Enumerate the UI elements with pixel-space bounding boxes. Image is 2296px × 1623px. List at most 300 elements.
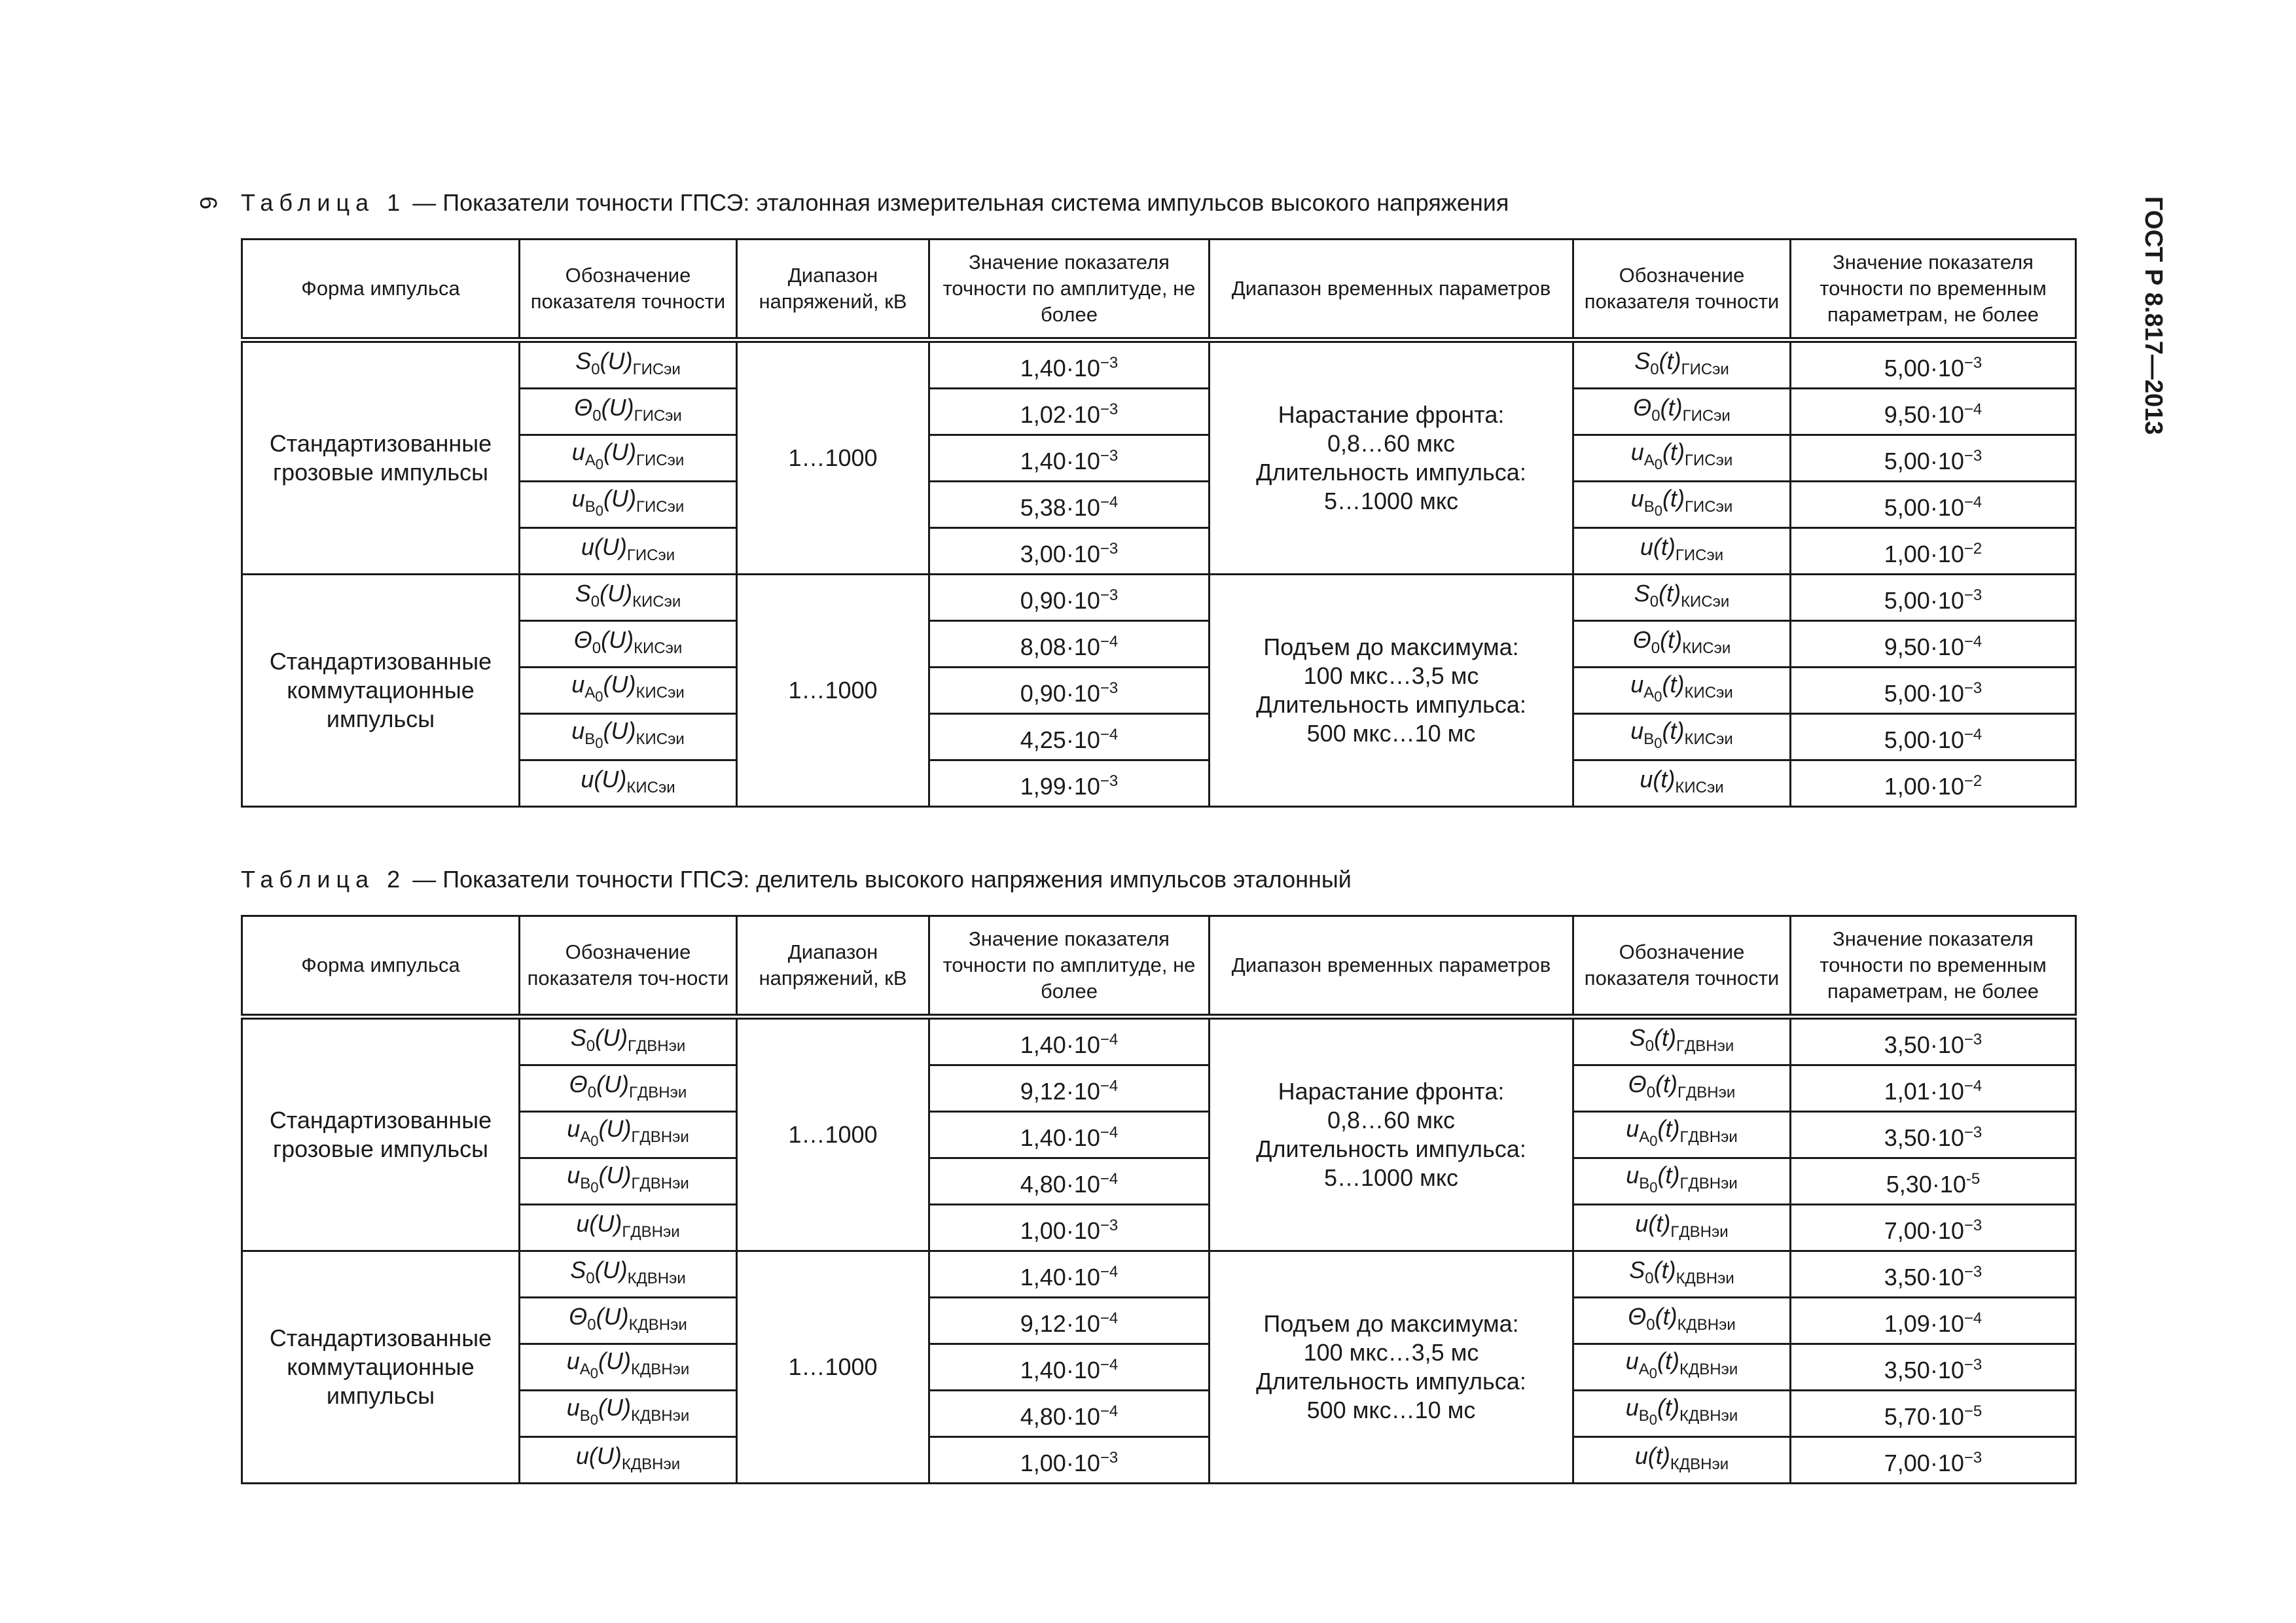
power-base: 10: [1073, 586, 1100, 614]
symbol-main: Θ: [1628, 1071, 1647, 1097]
times-dot: ·: [1066, 1356, 1074, 1383]
power-base: 10: [1937, 354, 1964, 382]
amp-value-cell: [929, 1437, 1210, 1484]
symbol-main: u: [567, 1115, 581, 1142]
symbol-sub: ДВНэи: [637, 1316, 687, 1334]
symbol: [1630, 717, 1733, 751]
symbol-main: Θ: [1632, 626, 1651, 653]
table-row: [242, 1251, 2076, 1298]
value-mantissa: 7,00: [1884, 1217, 1930, 1244]
power-base: 10: [1073, 1124, 1100, 1151]
amp-value-cell: [929, 575, 1210, 621]
time-symbol-cell: [1573, 1158, 1791, 1205]
voltage-range-cell: 1…1000: [737, 1017, 929, 1251]
table-row: [242, 575, 2076, 621]
symbol-sub: ИСэи: [1693, 730, 1733, 748]
table-1-caption: [241, 188, 1509, 217]
amp-value-cell: [929, 1112, 1210, 1158]
value: [1884, 1264, 1982, 1291]
symbol-arg: (U): [598, 1115, 632, 1142]
value-mantissa: 1,40: [1020, 1031, 1066, 1058]
symbol-sub: ИСэи: [1693, 498, 1733, 516]
amp-symbol-cell: [520, 1205, 737, 1251]
symbol-sub-zero: 0: [595, 503, 604, 519]
symbol-main: u: [1634, 1442, 1648, 1469]
power-base: 10: [1937, 447, 1964, 474]
symbol: [571, 485, 685, 519]
time-symbol-cell: [1573, 621, 1791, 668]
symbol-sub-letter: B0: [1643, 730, 1662, 751]
times-dot: ·: [1929, 1356, 1938, 1383]
symbol: [569, 1071, 687, 1101]
table-row: [242, 340, 2076, 389]
times-dot: ·: [1066, 1124, 1074, 1151]
symbol-sup: К: [1679, 1361, 1689, 1378]
symbol-arg: (t): [1657, 1115, 1680, 1142]
time-symbol-cell: [1573, 1065, 1791, 1112]
symbol: [574, 394, 682, 425]
symbol-arg: (U): [595, 1024, 628, 1051]
value-mantissa: 3,50: [1884, 1263, 1930, 1291]
symbol-main: Θ: [569, 1303, 588, 1330]
times-dot: ·: [1929, 726, 1938, 753]
value: [1020, 633, 1119, 660]
amp-symbol-cell: [520, 1017, 737, 1065]
voltage-range-cell: 1…1000: [737, 575, 929, 807]
symbol: [573, 626, 683, 657]
symbol-arg: (U): [601, 626, 634, 653]
symbol-main: u: [576, 1210, 590, 1237]
power-base: 10: [1073, 772, 1100, 800]
table-2: [241, 915, 2077, 1484]
power-base: 10: [1073, 1356, 1100, 1383]
value: [1020, 773, 1119, 800]
symbol-main: u: [581, 533, 594, 560]
symbol-sub-zero: 0: [586, 1270, 595, 1287]
symbol: [571, 438, 685, 473]
value-exponent: −4: [1100, 1262, 1119, 1281]
symbol: [1628, 1303, 1736, 1334]
power-base: 10: [1939, 1170, 1966, 1198]
table-2-caption: [241, 865, 1352, 894]
value: [1020, 587, 1119, 614]
symbol-sub-zero: 0: [1649, 1365, 1658, 1382]
symbol-main: S: [1634, 348, 1651, 374]
time-range-cell: [1210, 340, 1573, 575]
value-mantissa: 5,30: [1886, 1170, 1932, 1198]
times-dot: ·: [1066, 586, 1074, 614]
header-cell: Значение показателя точности по временным параметрам, не более: [1791, 240, 2076, 340]
value-mantissa: 5,00: [1884, 447, 1930, 474]
symbol-main: u: [571, 485, 585, 512]
symbol-sub: ИСэи: [641, 593, 681, 611]
symbol-sub-letter: A0: [1643, 452, 1663, 473]
times-dot: ·: [1929, 1124, 1938, 1151]
page-number: 6: [195, 196, 222, 210]
times-dot: ·: [1066, 726, 1074, 753]
symbol-sub: ДВНэи: [637, 1084, 687, 1101]
symbol-arg: (t): [1654, 1024, 1677, 1051]
symbol-arg: (U): [594, 766, 627, 793]
value-mantissa: 3,50: [1884, 1031, 1930, 1058]
times-dot: ·: [1066, 447, 1074, 474]
symbol-sup: К: [1681, 593, 1691, 611]
power-base: 10: [1937, 1356, 1964, 1383]
value-mantissa: 9,50: [1884, 401, 1930, 428]
symbol-sub-zero: 0: [592, 639, 601, 657]
symbol: [1630, 438, 1733, 473]
symbol-main: S: [1629, 1257, 1645, 1283]
power-base: 10: [1073, 1449, 1100, 1476]
value-mantissa: 5,00: [1884, 586, 1930, 614]
value-exponent: −3: [1100, 1216, 1119, 1234]
symbol-sub-zero: 0: [595, 456, 604, 473]
symbol-arg: (t): [1660, 394, 1683, 421]
amp-symbol-cell: [520, 528, 737, 575]
power-base: 10: [1937, 726, 1964, 753]
value: [1884, 680, 1982, 707]
value: [1884, 541, 1982, 567]
symbol-sub: ДВНэи: [630, 1223, 680, 1241]
power-base: 10: [1937, 586, 1964, 614]
value-exponent: −3: [1964, 353, 1982, 372]
symbol-main: u: [1630, 671, 1644, 698]
symbol: [581, 766, 675, 796]
times-dot: ·: [1929, 447, 1938, 474]
value-exponent: −3: [1100, 679, 1119, 697]
power-base: 10: [1937, 493, 1964, 521]
symbol-arg: (t): [1659, 348, 1681, 374]
times-dot: ·: [1929, 1217, 1938, 1244]
symbol-sub: ДВНэи: [636, 1270, 686, 1287]
value: [1020, 401, 1119, 428]
symbol-sup: К: [621, 1455, 631, 1473]
power-base: 10: [1073, 1217, 1100, 1244]
symbol-sub: ДВНэи: [1679, 1455, 1729, 1473]
time-range-line: Длительность импульса:: [1256, 691, 1526, 718]
symbol-arg: (t): [1662, 438, 1685, 465]
symbol: [571, 671, 685, 705]
value-exponent: −3: [1100, 400, 1119, 418]
value: [1020, 1171, 1119, 1198]
time-range-line: Подъем до максимума:: [1263, 633, 1519, 660]
value-exponent: −3: [1964, 679, 1982, 697]
symbol-arg: (t): [1653, 1257, 1676, 1283]
symbol: [1630, 671, 1733, 705]
symbol-sup: К: [627, 1270, 637, 1287]
symbol: [1628, 1071, 1736, 1101]
symbol-sup: Г: [1685, 498, 1694, 516]
symbol-arg: (t): [1659, 580, 1681, 607]
symbol-sup: К: [1676, 1270, 1685, 1287]
symbol-sup: Г: [622, 1223, 631, 1241]
value: [1020, 1264, 1119, 1291]
symbol: [1629, 1024, 1734, 1055]
value: [1020, 1124, 1119, 1151]
document-code-text: ГОСТ Р 8.817—2013: [2140, 196, 2167, 435]
symbol: [1629, 1257, 1734, 1287]
value-mantissa: 5,00: [1884, 354, 1930, 382]
value-exponent: −4: [1964, 632, 1982, 651]
power-base: 10: [1073, 1170, 1100, 1198]
symbol-sup: К: [631, 1407, 640, 1425]
time-value-cell: [1791, 1344, 2076, 1391]
value-exponent: −4: [1964, 493, 1982, 511]
time-value-cell: [1791, 714, 2076, 760]
time-range-line: Длительность импульса:: [1256, 1135, 1526, 1162]
time-symbol-cell: [1573, 1298, 1791, 1344]
power-base: 10: [1937, 401, 1964, 428]
value-mantissa: 1,02: [1020, 401, 1066, 428]
time-value-cell: [1791, 1251, 2076, 1298]
symbol-sup: Г: [1676, 1037, 1685, 1055]
symbol-sub-letter: B0: [1643, 498, 1663, 519]
symbol-arg: (t): [1657, 1162, 1680, 1188]
symbol-sub-zero: 0: [1654, 456, 1663, 473]
symbol-sub-letter: A0: [584, 452, 604, 473]
symbol-sub-letter: A0: [1639, 1128, 1658, 1149]
value: [1020, 494, 1119, 521]
symbol-sub: ДВНэи: [1689, 1407, 1738, 1425]
amp-symbol-cell: [520, 340, 737, 389]
symbol-sup: К: [1679, 1407, 1689, 1425]
time-range-cell: [1210, 1251, 1573, 1484]
times-dot: ·: [1066, 633, 1074, 660]
value-mantissa: 9,12: [1020, 1310, 1066, 1337]
symbol-arg: (U): [601, 394, 634, 421]
header-cell: Диапазон напряжений, кВ: [737, 240, 929, 340]
value-exponent: −4: [1964, 400, 1982, 418]
value-exponent: −3: [1964, 1355, 1982, 1374]
value-exponent: −3: [1100, 772, 1119, 790]
value-exponent: −3: [1100, 1448, 1119, 1467]
value-exponent: −4: [1100, 1123, 1119, 1141]
symbol: [567, 1115, 689, 1149]
amp-value-cell: [929, 1391, 1210, 1437]
time-range-line: 500 мкс…10 мс: [1306, 1397, 1476, 1423]
symbol-sub: ИСэи: [645, 684, 685, 702]
symbol-arg: (U): [603, 671, 636, 698]
time-value-cell: [1791, 435, 2076, 482]
power-base: 10: [1073, 540, 1100, 567]
value-exponent: −4: [1100, 1169, 1119, 1188]
symbol-arg: (t): [1662, 671, 1685, 698]
times-dot: ·: [1066, 493, 1074, 521]
header-row: [242, 240, 2076, 340]
amp-symbol-cell: [520, 435, 737, 482]
value-mantissa: 1,40: [1020, 447, 1066, 474]
amp-value-cell: [929, 435, 1210, 482]
amp-symbol-cell: [520, 389, 737, 435]
power-base: 10: [1073, 1402, 1100, 1430]
symbol-sup: Г: [1675, 546, 1684, 564]
value-exponent: −3: [1100, 539, 1119, 558]
symbol-sub: ИСэи: [643, 639, 683, 657]
value: [1020, 726, 1119, 753]
symbol-sub-zero: 0: [592, 407, 601, 425]
value-mantissa: 4,80: [1020, 1402, 1066, 1430]
times-dot: ·: [1066, 1449, 1074, 1476]
symbol-arg: (U): [596, 1071, 630, 1097]
symbol-arg: (U): [603, 485, 637, 512]
symbol-arg: (U): [603, 717, 636, 744]
value-mantissa: 5,38: [1020, 493, 1066, 521]
table-2-caption-prefix: Таблица 2: [241, 866, 406, 893]
time-value-cell: [1791, 760, 2076, 807]
voltage-range-cell: 1…1000: [737, 1251, 929, 1484]
power-base: 10: [1073, 633, 1100, 660]
value: [1020, 1031, 1119, 1058]
symbol-sub-zero: 0: [1651, 639, 1660, 657]
time-range-line: 0,8…60 мкс: [1327, 430, 1455, 457]
time-range-line: Длительность импульса:: [1256, 459, 1526, 486]
amp-symbol-cell: [520, 1112, 737, 1158]
symbol-sup: Г: [631, 1175, 640, 1192]
time-symbol-cell: [1573, 575, 1791, 621]
symbol-sub-letter: B0: [579, 1407, 599, 1428]
value: [1884, 1310, 1982, 1337]
symbol-sup: Г: [1682, 407, 1691, 425]
symbol-main: u: [1635, 1210, 1649, 1237]
symbol-sup: Г: [1681, 361, 1690, 378]
pulse-form-cell: Стандартизованные грозовые импульсы: [242, 1017, 520, 1251]
header-cell: Обозначение показателя точ-ности: [520, 916, 737, 1017]
symbol-sub-letter: A0: [579, 1361, 599, 1382]
symbol-sup: Г: [1677, 1084, 1687, 1101]
times-dot: ·: [1066, 1170, 1074, 1198]
symbol-main: S: [570, 1024, 586, 1051]
value-exponent: −3: [1964, 1030, 1982, 1048]
voltage-range-cell: 1…1000: [737, 340, 929, 575]
value-exponent: −4: [1100, 493, 1119, 511]
value: [1884, 1078, 1982, 1105]
value: [1884, 1403, 1982, 1430]
amp-symbol-cell: [520, 1437, 737, 1484]
symbol-arg: (U): [589, 1210, 622, 1237]
table-1-caption-text: — Показатели точности ГПСЭ: эталонная измерительная система импульсов высокого напряжения: [406, 189, 1509, 216]
symbol-main: Θ: [573, 626, 592, 653]
time-value-cell: [1791, 1205, 2076, 1251]
symbol-sub-zero: 0: [590, 593, 600, 611]
value-mantissa: 3,50: [1884, 1124, 1930, 1151]
symbol-sub: ДВНэи: [1685, 1270, 1734, 1287]
value-exponent: −4: [1100, 725, 1119, 743]
symbol-arg: (t): [1653, 533, 1676, 560]
document-code: [2139, 196, 2168, 435]
symbol: [575, 348, 681, 378]
symbol-sub-zero: 0: [1654, 735, 1662, 751]
value-mantissa: 1,00: [1884, 540, 1930, 567]
time-symbol-cell: [1573, 1391, 1791, 1437]
power-base: 10: [1073, 493, 1100, 521]
symbol: [1625, 1394, 1738, 1428]
value-mantissa: 5,00: [1884, 726, 1930, 753]
symbol-sub: ДВНэи: [636, 1037, 686, 1055]
power-base: 10: [1073, 354, 1100, 382]
symbol-arg: (t): [1655, 1303, 1677, 1330]
amp-symbol-cell: [520, 1158, 737, 1205]
symbol-sub: ИСэи: [1693, 684, 1733, 702]
symbol-sub-zero: 0: [1645, 1037, 1655, 1055]
symbol: [1625, 1347, 1738, 1382]
time-symbol-cell: [1573, 389, 1791, 435]
value: [1020, 1310, 1119, 1337]
symbol-arg: (t): [1647, 1442, 1670, 1469]
time-value-cell: [1791, 621, 2076, 668]
symbol-sup: К: [634, 639, 643, 657]
symbol-sub: ДВНэи: [1686, 1084, 1736, 1101]
amp-value-cell: [929, 1344, 1210, 1391]
symbol-sub-zero: 0: [1649, 593, 1659, 611]
amp-symbol-cell: [520, 1251, 737, 1298]
power-base: 10: [1937, 540, 1964, 567]
symbol-arg: (U): [600, 580, 633, 607]
time-value-cell: [1791, 389, 2076, 435]
time-value-cell: [1791, 1112, 2076, 1158]
symbol-sub-zero: 0: [591, 361, 600, 378]
time-symbol-cell: [1573, 1251, 1791, 1298]
times-dot: ·: [1066, 1217, 1074, 1244]
header-cell: Диапазон временных параметров: [1210, 916, 1573, 1017]
value: [1020, 448, 1119, 474]
amp-symbol-cell: [520, 1298, 737, 1344]
pulse-form-cell: Стандартизованные грозовые импульсы: [242, 340, 520, 575]
value: [1884, 726, 1982, 753]
symbol-arg: (U): [598, 1162, 632, 1188]
power-base: 10: [1073, 1077, 1100, 1105]
header-cell: Значение показателя точности по амплитуде, не более: [929, 916, 1210, 1017]
symbol-sub: ИСэи: [642, 407, 682, 425]
header-cell: Форма импульса: [242, 916, 520, 1017]
symbol-sub: ДВНэи: [1679, 1223, 1729, 1241]
times-dot: ·: [1929, 1310, 1938, 1337]
header-cell: Обозначение показателя точности: [1573, 916, 1791, 1017]
symbol-sub: ДВНэи: [640, 1361, 690, 1378]
symbol-sub: ДВНэи: [630, 1455, 681, 1473]
amp-symbol-cell: [520, 1344, 737, 1391]
symbol-main: u: [1640, 766, 1653, 793]
amp-value-cell: [929, 528, 1210, 575]
times-dot: ·: [1066, 1310, 1074, 1337]
amp-value-cell: [929, 340, 1210, 389]
symbol-sup: Г: [631, 1128, 640, 1146]
symbol-sup: К: [626, 779, 636, 796]
value-mantissa: 5,00: [1884, 679, 1930, 707]
symbol-main: u: [1640, 533, 1653, 560]
symbol-sub-zero: 0: [1646, 1316, 1655, 1334]
symbol-sup: К: [631, 1361, 640, 1378]
symbol-arg: (U): [594, 1257, 628, 1283]
symbol-sub: ДВНэи: [639, 1175, 689, 1192]
symbol-sup: Г: [632, 361, 641, 378]
value-exponent: −4: [1100, 1355, 1119, 1374]
times-dot: ·: [1066, 540, 1074, 567]
symbol-main: u: [571, 717, 585, 744]
symbol-sup: К: [1684, 684, 1694, 702]
value: [1884, 587, 1982, 614]
time-symbol-cell: [1573, 668, 1791, 714]
time-value-cell: [1791, 1298, 2076, 1344]
times-dot: ·: [1066, 354, 1074, 382]
symbol-sub: ДВНэи: [639, 1128, 689, 1146]
symbol-sub: ДВНэи: [640, 1407, 690, 1425]
value-exponent: −2: [1964, 772, 1982, 790]
symbol-sub: ДВНэи: [1688, 1128, 1738, 1146]
symbol-arg: (t): [1662, 717, 1685, 744]
symbol-sup: К: [632, 593, 642, 611]
power-base: 10: [1937, 1077, 1964, 1105]
symbol-arg: (U): [598, 1347, 632, 1374]
